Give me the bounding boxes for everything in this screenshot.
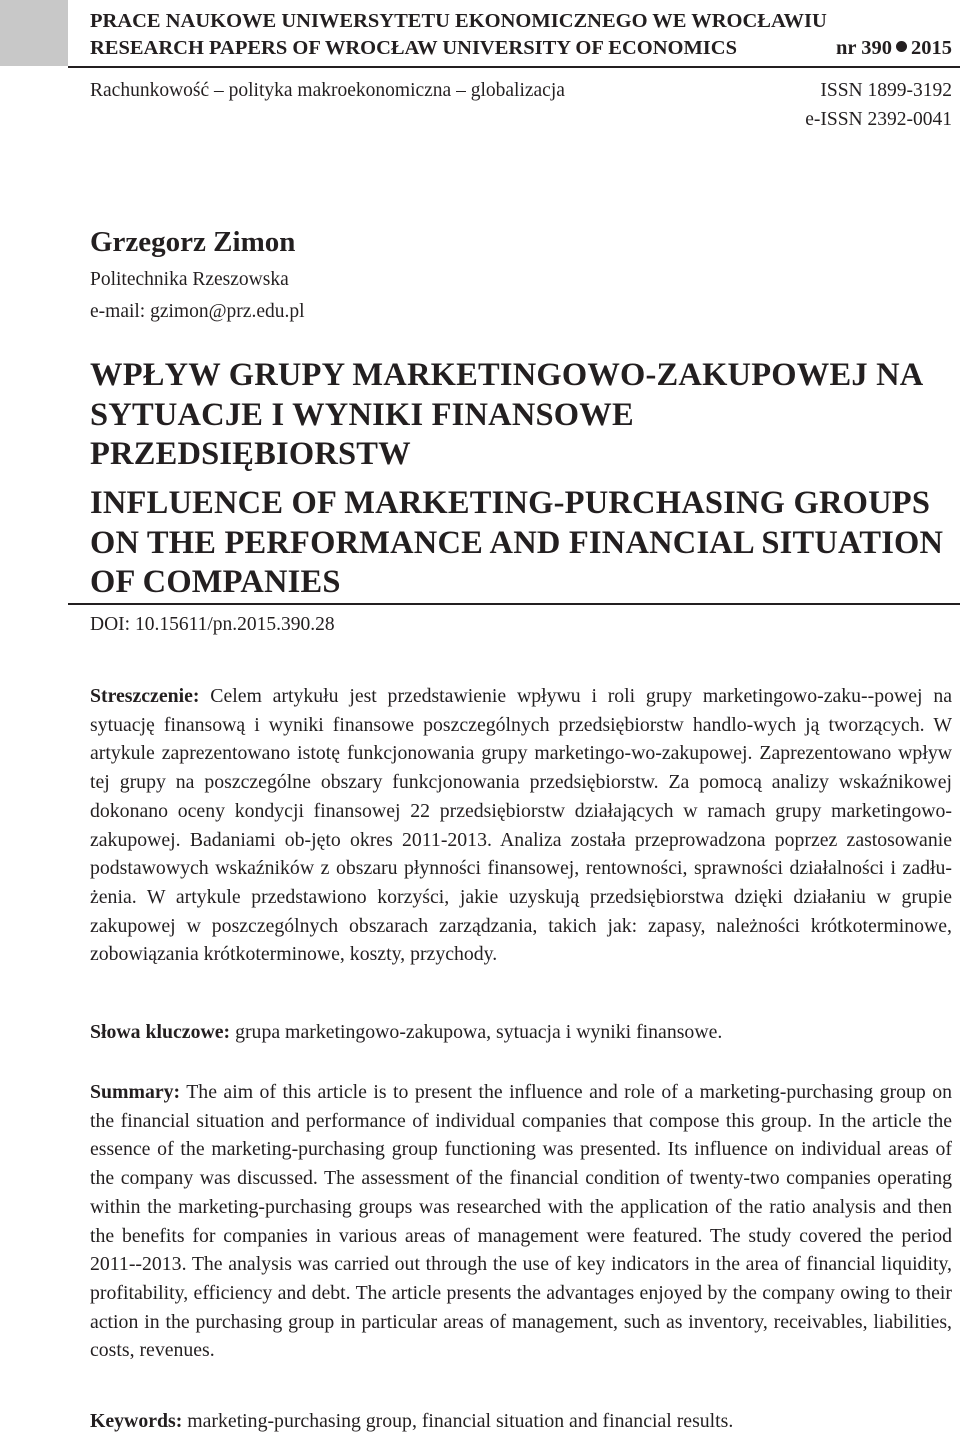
author-details [90, 264, 305, 328]
author-email: e-mail: gzimon@prz.edu.pl [90, 301, 305, 322]
journal-info [90, 76, 952, 130]
header-grey-bar [0, 0, 68, 66]
series-title-en: RESEARCH PAPERS OF WROCŁAW UNIVERSITY OF ECONOMICS [90, 37, 737, 59]
series-title-pl: PRACE NAUKOWE UNIWERSYTETU EKONOMICZNEGO WE WROCŁAWIU [90, 10, 827, 32]
keywords-pl-label: Słowa kluczowe: [90, 1021, 231, 1043]
bullet-dot-icon [896, 41, 907, 52]
issue-year: 2015 [911, 37, 952, 59]
author-name: Grzegorz Zimon [90, 226, 296, 258]
abstract-pl [90, 682, 952, 969]
e-issn: e-ISSN 2392-0041 [805, 109, 952, 130]
header-rule [68, 66, 960, 68]
keywords-pl [90, 1018, 952, 1047]
summary-en [90, 1078, 952, 1365]
issn: ISSN 1899-3192 [820, 80, 952, 101]
keywords-pl-text: grupa marketingowo-zakupowa, sytuacja i wyniki finansowe. [235, 1021, 723, 1043]
doi: DOI: 10.15611/pn.2015.390.28 [90, 614, 335, 635]
keywords-en-text: marketing-purchasing group, financial situation and financial results. [187, 1410, 734, 1432]
journal-title: Rachunkowość – polityka makroekonomiczna – globalizacja [90, 80, 565, 101]
keywords-en [90, 1407, 952, 1436]
title-rule [68, 603, 960, 605]
issue-number: nr 390 [835, 37, 892, 59]
article-title-en: INFLUENCE OF MARKETING-PURCHASING GROUPS ON THE PERFORMANCE AND FINANCIAL SITUATION OF COMPANIES [90, 485, 944, 600]
article-title-pl: WPŁYW GRUPY MARKETINGOWO-ZAKUPOWEJ NA SYTUACJE I WYNIKI FINANSOWE PRZEDSIĘBIORSTW [90, 357, 922, 472]
author-affiliation: Politechnika Rzeszowska [90, 269, 289, 290]
keywords-en-label: Keywords: [90, 1410, 183, 1432]
abstract-text: Celem artykułu jest przedstawienie wpływu i roli grupy marketingowo-zaku--powej na sytuację finansową i wyniki finansowe poszczególnych przedsiębiorstw handlo-wych ją tworzących. W artykule zaprezentowano istotę funkcjonowania grupy marketingo-wo-zakupowej. Zaprezentowano wpływ tej grupy na poszczególne obszary funkcjonowania przedsiębiorstw. Za pomocą analizy wskaźnikowej dokonano oceny kondycji finansowej 22 przedsiębiorstw działających w ramach grupy marketingowo-zakupowej. Badaniami ob-jęto okres 2011-2013. Analiza została przeprowadzona poprzez zastosowanie podstawowych wskaźników z obszaru płynności finansowej, rentowności, sprawności działalności i zadłu-żenia. W artykule przedstawiono korzyści, jakie uzyskują przedsiębiorstwa dzięki działaniu w grupie zakupowej w poszczególnych obszarach zarządzania, takich jak: zapasy, należności krótkoterminowe, zobowiązania krótkoterminowe, koszty, przychody. [90, 685, 952, 966]
summary-label: Summary: [90, 1081, 181, 1103]
summary-text: The aim of this article is to present the influence and role of a marketing-purchasing group on the financial situation and performance of individual companies that compose this group. In the article the essence of the marketing-purchasing group functioning was presented. Its influence on individual areas of the company was discussed. The assessment of the financial condition of twenty-two companies operating within the marketing-purchasing groups was researched with the application of the ratio analysis and then the benefits for companies in various areas of management were featured. The study covered the period 2011--2013. The analysis was carried out through the use of key indicators in the area of financial liquidity, profitability, efficiency and debt. The article presents the advantages enjoyed by the company owing to their action in the purchasing group in particular areas of management, such as inventory, receivables, liabilities, costs, revenues. [90, 1081, 952, 1362]
issue-info [836, 35, 952, 62]
series-header [90, 8, 952, 62]
issn-block [805, 76, 952, 134]
abstract-label: Streszczenie: [90, 685, 200, 707]
